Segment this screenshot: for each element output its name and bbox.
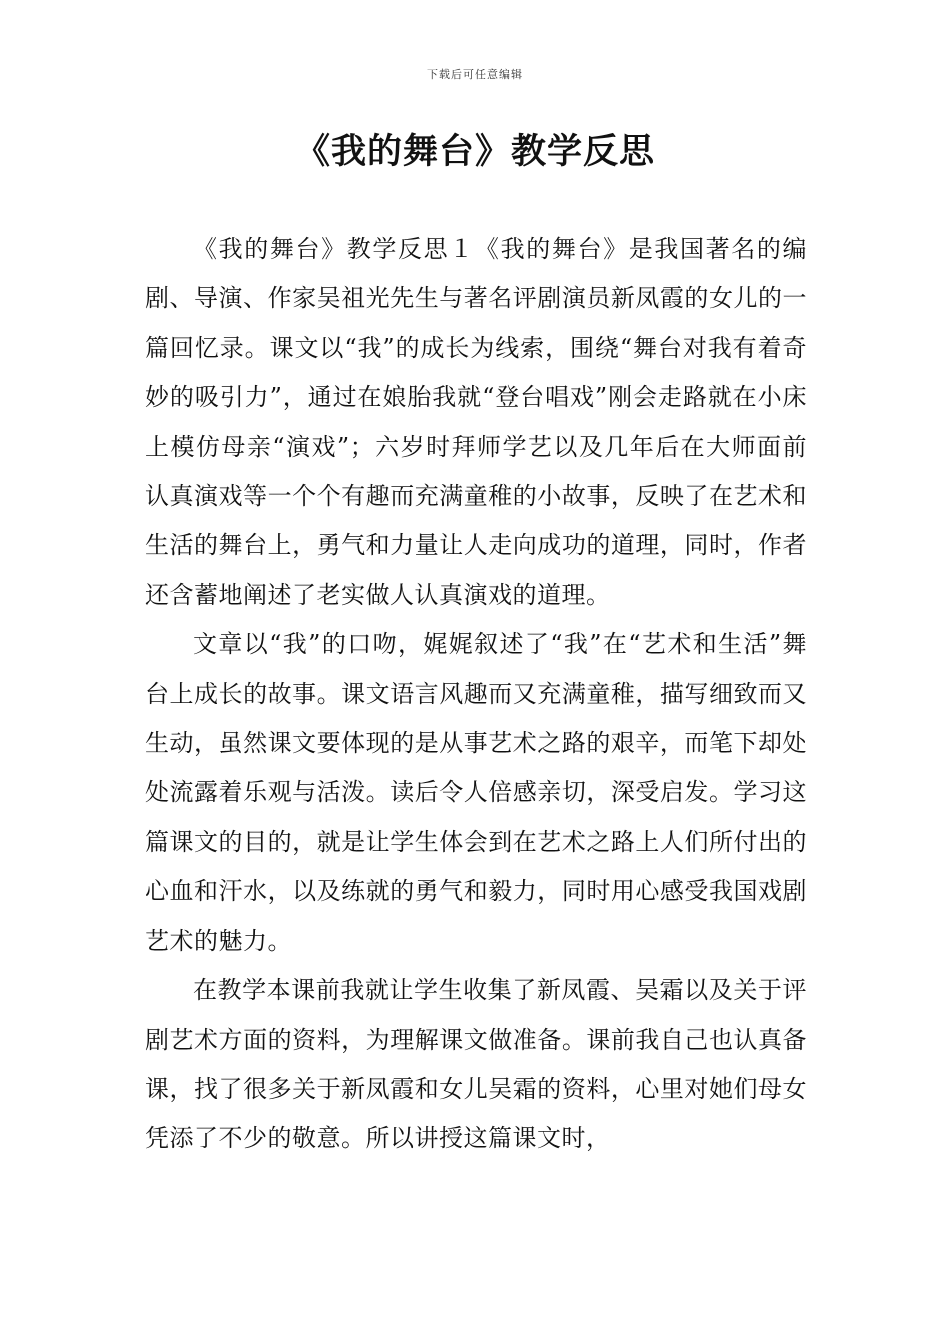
- document-body: [145, 225, 807, 1164]
- paragraph-1: 《我的舞台》教学反思１《我的舞台》是我国著名的编剧、导演、作家吴祖光先生与著名评剧演员新凤霞的女儿的一篇回忆录。课文以“我”的成长为线索，围绕“舞台对我有着奇妙的吸引力”，通过在娘胎我就“登台唱戏”刚会走路就在小床上模仿母亲“演戏”；六岁时拜师学艺以及几年后在大师面前认真演戏等一个个有趣而充满童稚的小故事，反映了在艺术和生活的舞台上，勇气和力量让人走向成功的道理，同时，作者还含蓄地阐述了老实做人认真演戏的道理。: [145, 235, 807, 609]
- document-title: 《我的舞台》教学反思: [294, 132, 655, 172]
- paragraph-2: 文章以“我”的口吻，娓娓叙述了“我”在“艺术和生活”舞台上成长的故事。课文语言风趣而又充满童稚，描写细致而又生动，虽然课文要体现的是从事艺术之路的艰辛，而笔下却处处流露着乐观与活泼。读后令人倍感亲切，深受启发。学习这篇课文的目的，就是让学生体会到在艺术之路上人们所付出的心血和汗水，以及练就的勇气和毅力，同时用心感受我国戏剧艺术的魅力。: [145, 630, 807, 955]
- header-note: 下载后可任意编辑: [427, 68, 523, 81]
- paragraph-3: 在教学本课前我就让学生收集了新凤霞、吴霜以及关于评剧艺术方面的资料，为理解课文做准备。课前我自己也认真备课，找了很多关于新凤霞和女儿吴霜的资料，心里对她们母女凭添了不少的敬意。所以讲授这篇课文时，: [145, 976, 807, 1153]
